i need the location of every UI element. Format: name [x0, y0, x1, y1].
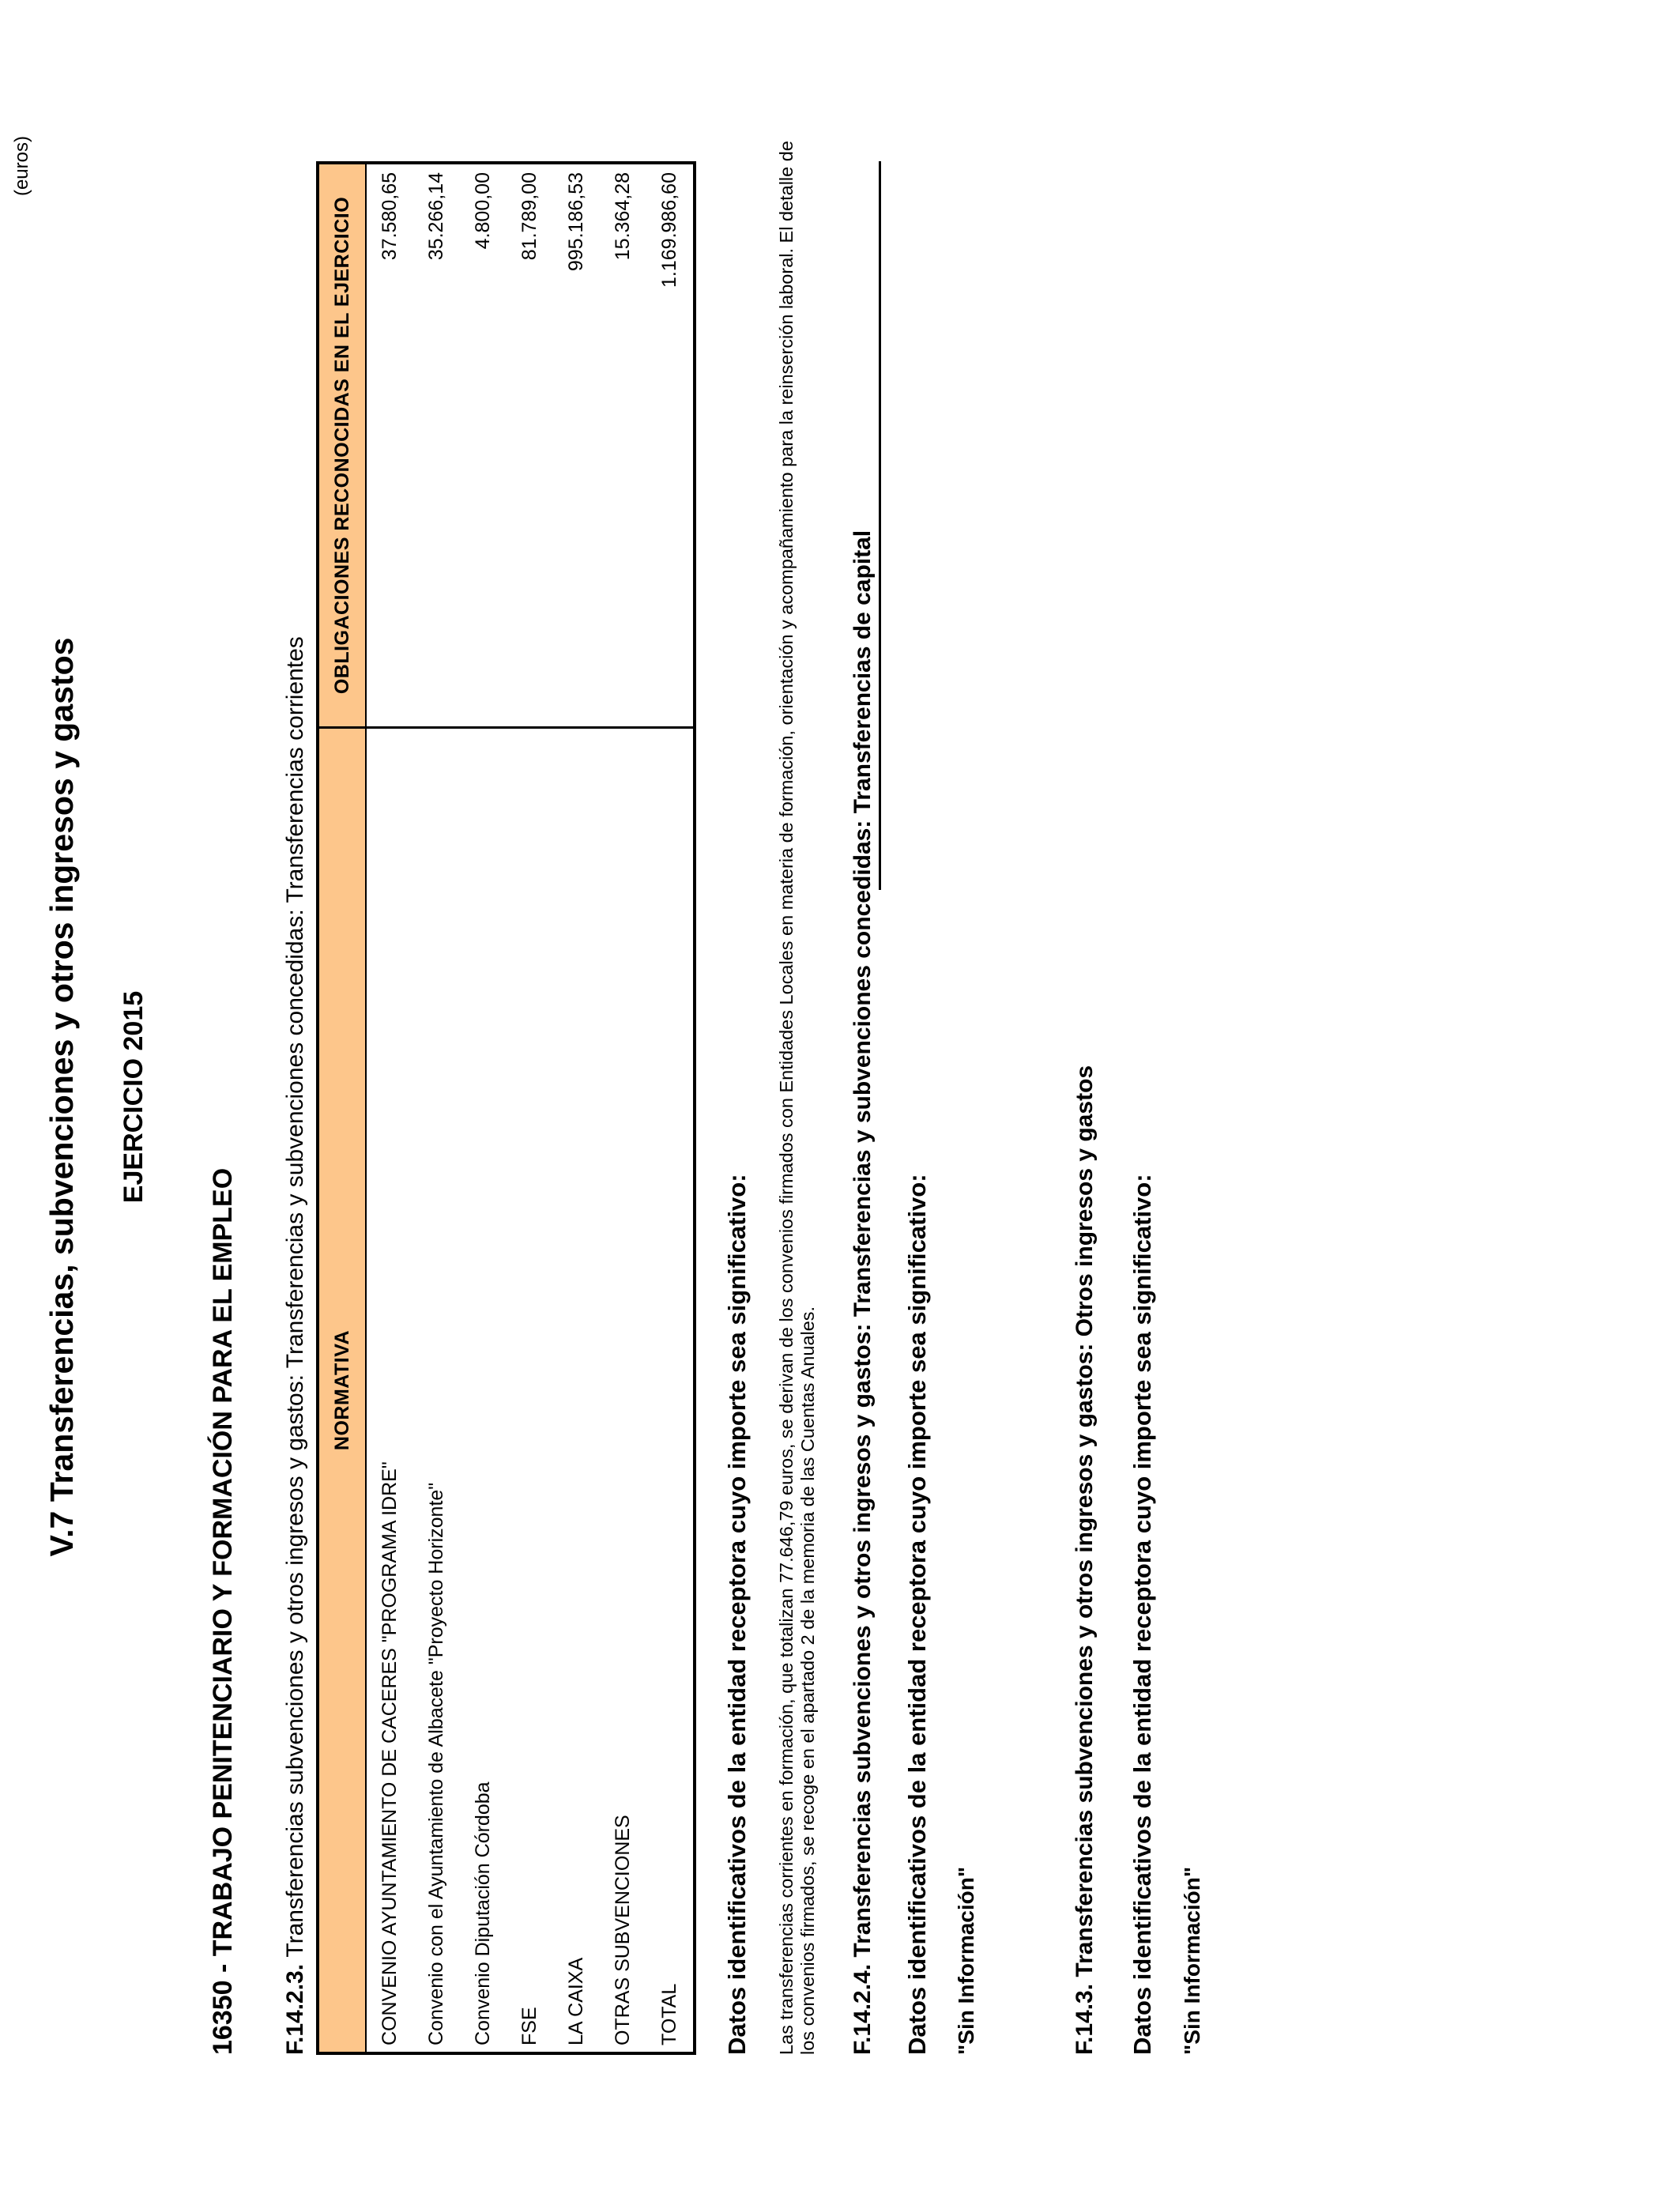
cell-importe: 4.800,00 — [472, 172, 494, 250]
cell-importe: 37.580,65 — [379, 172, 401, 261]
section-code: F.14.2.3. — [282, 1957, 308, 2055]
no-information-text: "Sin Información" — [1180, 1866, 1204, 2055]
receiver-data-heading: Datos identificativos de la entidad receptora cuyo importe sea significativo: — [723, 1174, 751, 2055]
entity-title: 16350 - TRABAJO PENITENCIARIO Y FORMACIÓN PARA EL EMPLEO — [208, 1167, 238, 2055]
cell-normativa: CONVENIO AYUNTAMIENTO DE CACERES "PROGRAMA IDRE" — [366, 728, 413, 2054]
fiscal-year-title: EJERCICIO 2015 — [119, 990, 149, 1204]
cell-importe: 35.266,14 — [425, 172, 447, 261]
section-transferencias-capital: F.14.2.4. Transferencias subvenciones y otros ingresos y gastos: Transferencias y subvenciones concedidas: Transferencias de capital — [849, 530, 876, 2055]
cell-normativa: OTRAS SUBVENCIONES — [600, 728, 646, 2054]
column-header-normativa: NORMATIVA — [318, 728, 366, 2054]
table-row — [366, 163, 413, 2053]
table-row — [507, 163, 553, 2053]
table-row — [600, 163, 646, 2053]
table-header-row — [318, 163, 366, 2053]
section-divider — [879, 161, 881, 890]
section-title: Transferencias subvenciones y otros ingresos y gastos: Transferencias y subvenciones concedidas: Transferencias corrientes — [282, 636, 308, 1958]
transfers-table — [316, 161, 696, 2055]
table-row — [553, 163, 600, 2053]
page-title: V.7 Transferencias, subvenciones y otros ingresos y gastos — [43, 637, 80, 1557]
table-row — [460, 163, 507, 2053]
cell-importe: 1.169.986,60 — [658, 172, 680, 288]
cell-importe: 81.789,00 — [518, 172, 541, 261]
section-otros-ingresos-gastos: F.14.3. Transferencias subvenciones y otros ingresos y gastos: Otros ingresos y gastos — [1072, 1065, 1098, 2055]
cell-normativa: LA CAIXA — [553, 728, 600, 2054]
receiver-data-heading: Datos identificativos de la entidad receptora cuyo importe sea significativo: — [903, 1174, 931, 2055]
table-row — [413, 163, 460, 2053]
cell-normativa: TOTAL — [646, 728, 695, 2054]
explanatory-note: Las transferencias corrientes en formación, que totalizan 77.646,79 euros, se derivan de los convenios firmados con Entidades Locales en materia de formación, orientación y acompañamiento para la reinserción laboral. El detalle de los convenios firmados, se recoge en el apartado 2 de la memoria de las Cuentas Anuales. — [776, 141, 818, 2055]
cell-importe: 995.186,53 — [565, 172, 587, 272]
units-label: (euros) — [11, 136, 32, 197]
receiver-data-heading: Datos identificativos de la entidad receptora cuyo importe sea significativo: — [1128, 1174, 1156, 2055]
cell-importe: 15.364,28 — [612, 172, 634, 261]
table-row-total — [646, 163, 695, 2053]
cell-normativa: Convenio con el Ayuntamiento de Albacete "Proyecto Horizonte" — [413, 728, 460, 2054]
section-transferencias-corrientes — [282, 636, 309, 2055]
cell-normativa: FSE — [507, 728, 553, 2054]
no-information-text: "Sin Información" — [954, 1866, 978, 2055]
column-header-obligaciones: OBLIGACIONES RECONOCIDAS EN EL EJERCICIO — [318, 163, 366, 728]
cell-normativa: Convenio Diputación Córdoba — [460, 728, 507, 2054]
